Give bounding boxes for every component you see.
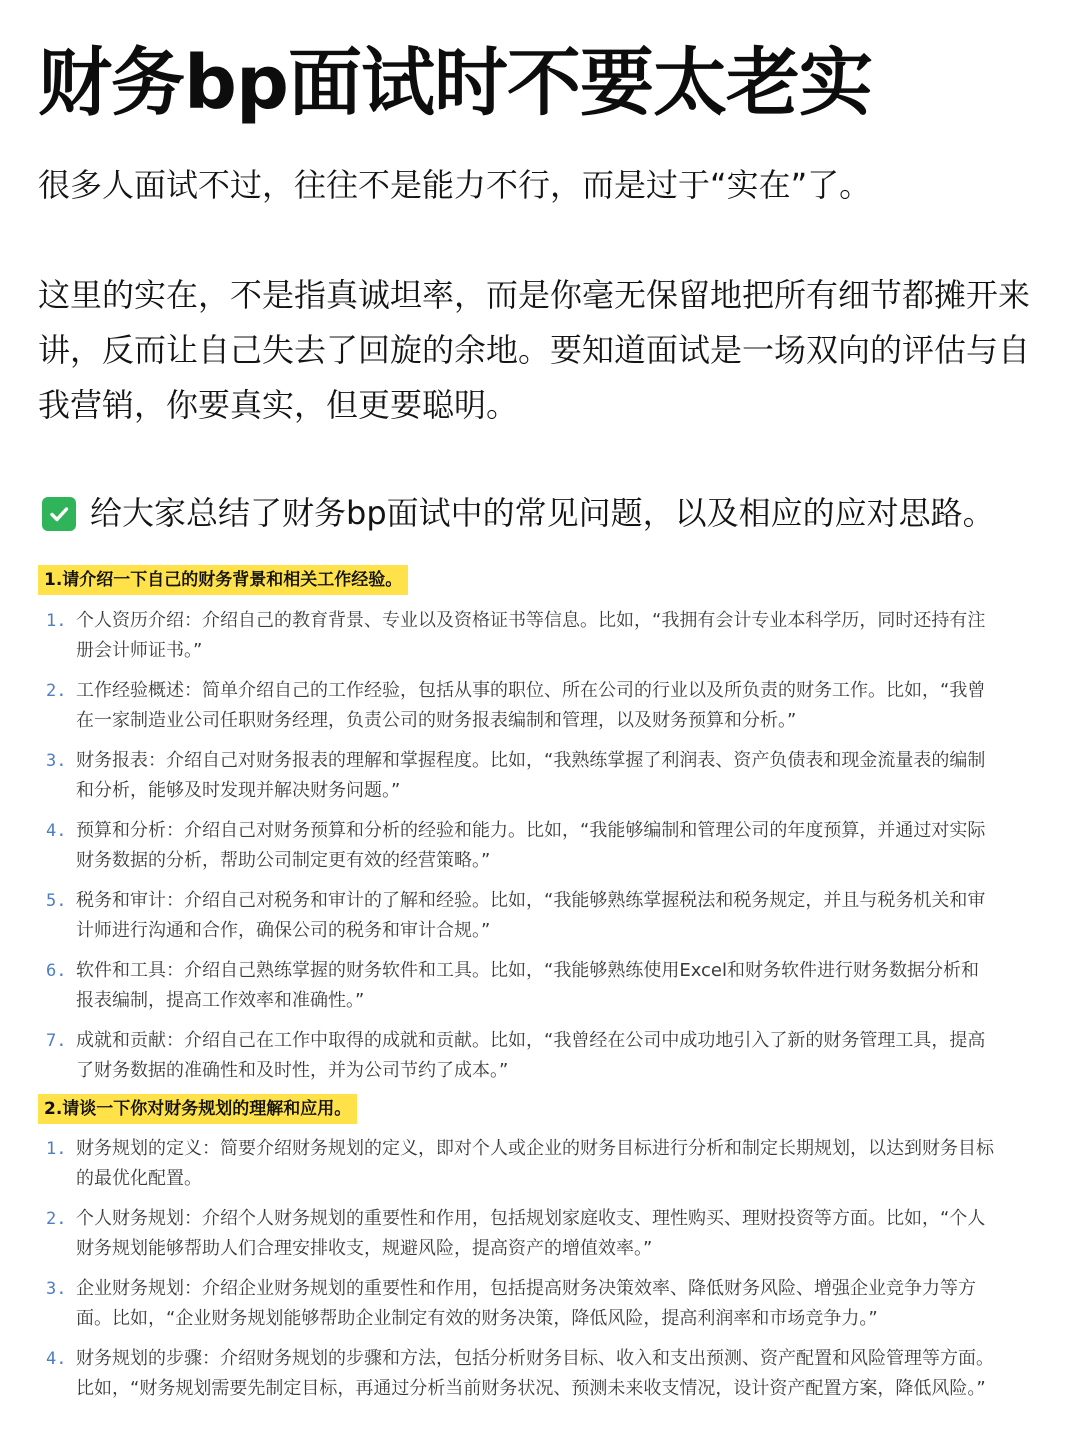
item-number: 1. [46,611,67,631]
article-title: 财务bp面试时不要太老实 [38,40,872,126]
item-text: 成就和贡献：介绍自己在工作中取得的成就和贡献。比如，“我曾经在公司中成功地引入了新的财务管理工具，提高了财务数据的准确性和及时性，并为公司节约了成本。” [76,1030,986,1081]
list-item [0,1026,1080,1086]
list-item [0,1204,1080,1264]
list-item [0,956,1080,1016]
item-text: 财务规划的步骤：介绍财务规划的步骤和方法，包括分析财务目标、收入和支出预测、资产配置和风险管理等方面。比如，“财务规划需要先制定目标，再通过分析当前财务状况、预测未来收支情况，设计资产配置方案，降低风险。” [76,1348,994,1399]
item-number: 4. [46,1349,67,1369]
item-number: 5. [46,891,67,911]
item-text: 工作经验概述：简单介绍自己的工作经验，包括从事的职位、所在公司的行业以及所负责的财务工作。比如，“我曾在一家制造业公司任职财务经理，负责公司的财务报表编制和管理，以及财务预算和分析。” [76,680,986,731]
item-text: 个人资历介绍：介绍自己的教育背景、专业以及资格证书等信息。比如，“我拥有会计专业本科学历，同时还持有注册会计师证书。” [76,610,986,661]
item-number: 7. [46,1031,67,1051]
item-text: 企业财务规划：介绍企业财务规划的重要性和作用，包括提高财务决策效率、降低财务风险、增强企业竞争力等方面。比如，“企业财务规划能够帮助企业制定有效的财务决策，降低风险，提高利润率和市场竞争力。” [76,1278,976,1329]
item-text: 软件和工具：介绍自己熟练掌握的财务软件和工具。比如，“我能够熟练使用Excel和财务软件进行财务数据分析和报表编制，提高工作效率和准确性。” [76,960,980,1011]
item-number: 4. [46,821,67,841]
item-text: 财务报表：介绍自己对财务报表的理解和掌握程度。比如，“我熟练掌握了利润表、资产负债表和现金流量表的编制和分析，能够及时发现并解决财务问题。” [76,750,986,801]
list-item [0,1134,1080,1194]
list-item [0,606,1080,666]
list-item [0,1274,1080,1334]
item-text: 税务和审计：介绍自己对税务和审计的了解和经验。比如，“我能够熟练掌握税法和税务规定，并且与税务机关和审计师进行沟通和合作，确保公司的税务和审计合规。” [76,890,986,941]
intro-paragraph-2: 这里的实在，不是指真诚坦率，而是你毫无保留地把所有细节都摊开来讲，反而让自己失去了回旋的余地。要知道面试是一场双向的评估与自我营销，你要真实，但更要聪明。 [38,276,1031,424]
section-heading-2: 2.请谈一下你对财务规划的理解和应用。 [38,1094,357,1124]
item-number: 1. [46,1139,67,1159]
list-item [0,1344,1080,1404]
item-number: 3. [46,751,67,771]
section-heading-1: 1.请介绍一下自己的财务背景和相关工作经验。 [38,565,408,595]
item-number: 2. [46,1209,67,1229]
check-mark-icon [42,497,76,531]
item-number: 6. [46,961,67,981]
summary-line [42,486,995,541]
list-item [0,676,1080,736]
item-number: 3. [46,1279,67,1299]
item-text: 财务规划的定义：简要介绍财务规划的定义，即对个人或企业的财务目标进行分析和制定长期规划，以达到财务目标的最优化配置。 [76,1138,994,1189]
list-item [0,746,1080,806]
section-2-list [0,1134,1080,1414]
list-item [0,816,1080,876]
section-1-list [0,606,1080,1096]
item-number: 2. [46,681,67,701]
list-item [0,886,1080,946]
summary-text: 给大家总结了财务bp面试中的常见问题，以及相应的应对思路。 [90,494,995,532]
item-text: 个人财务规划：介绍个人财务规划的重要性和作用，包括规划家庭收支、理性购买、理财投资等方面。比如，“个人财务规划能够帮助人们合理安排收支，规避风险，提高资产的增值效率。” [76,1208,986,1259]
item-text: 预算和分析：介绍自己对财务预算和分析的经验和能力。比如，“我能够编制和管理公司的年度预算，并通过对实际财务数据的分析，帮助公司制定更有效的经营策略。” [76,820,986,871]
intro-paragraph-1: 很多人面试不过，往往不是能力不行，而是过于“实在”了。 [38,166,872,204]
